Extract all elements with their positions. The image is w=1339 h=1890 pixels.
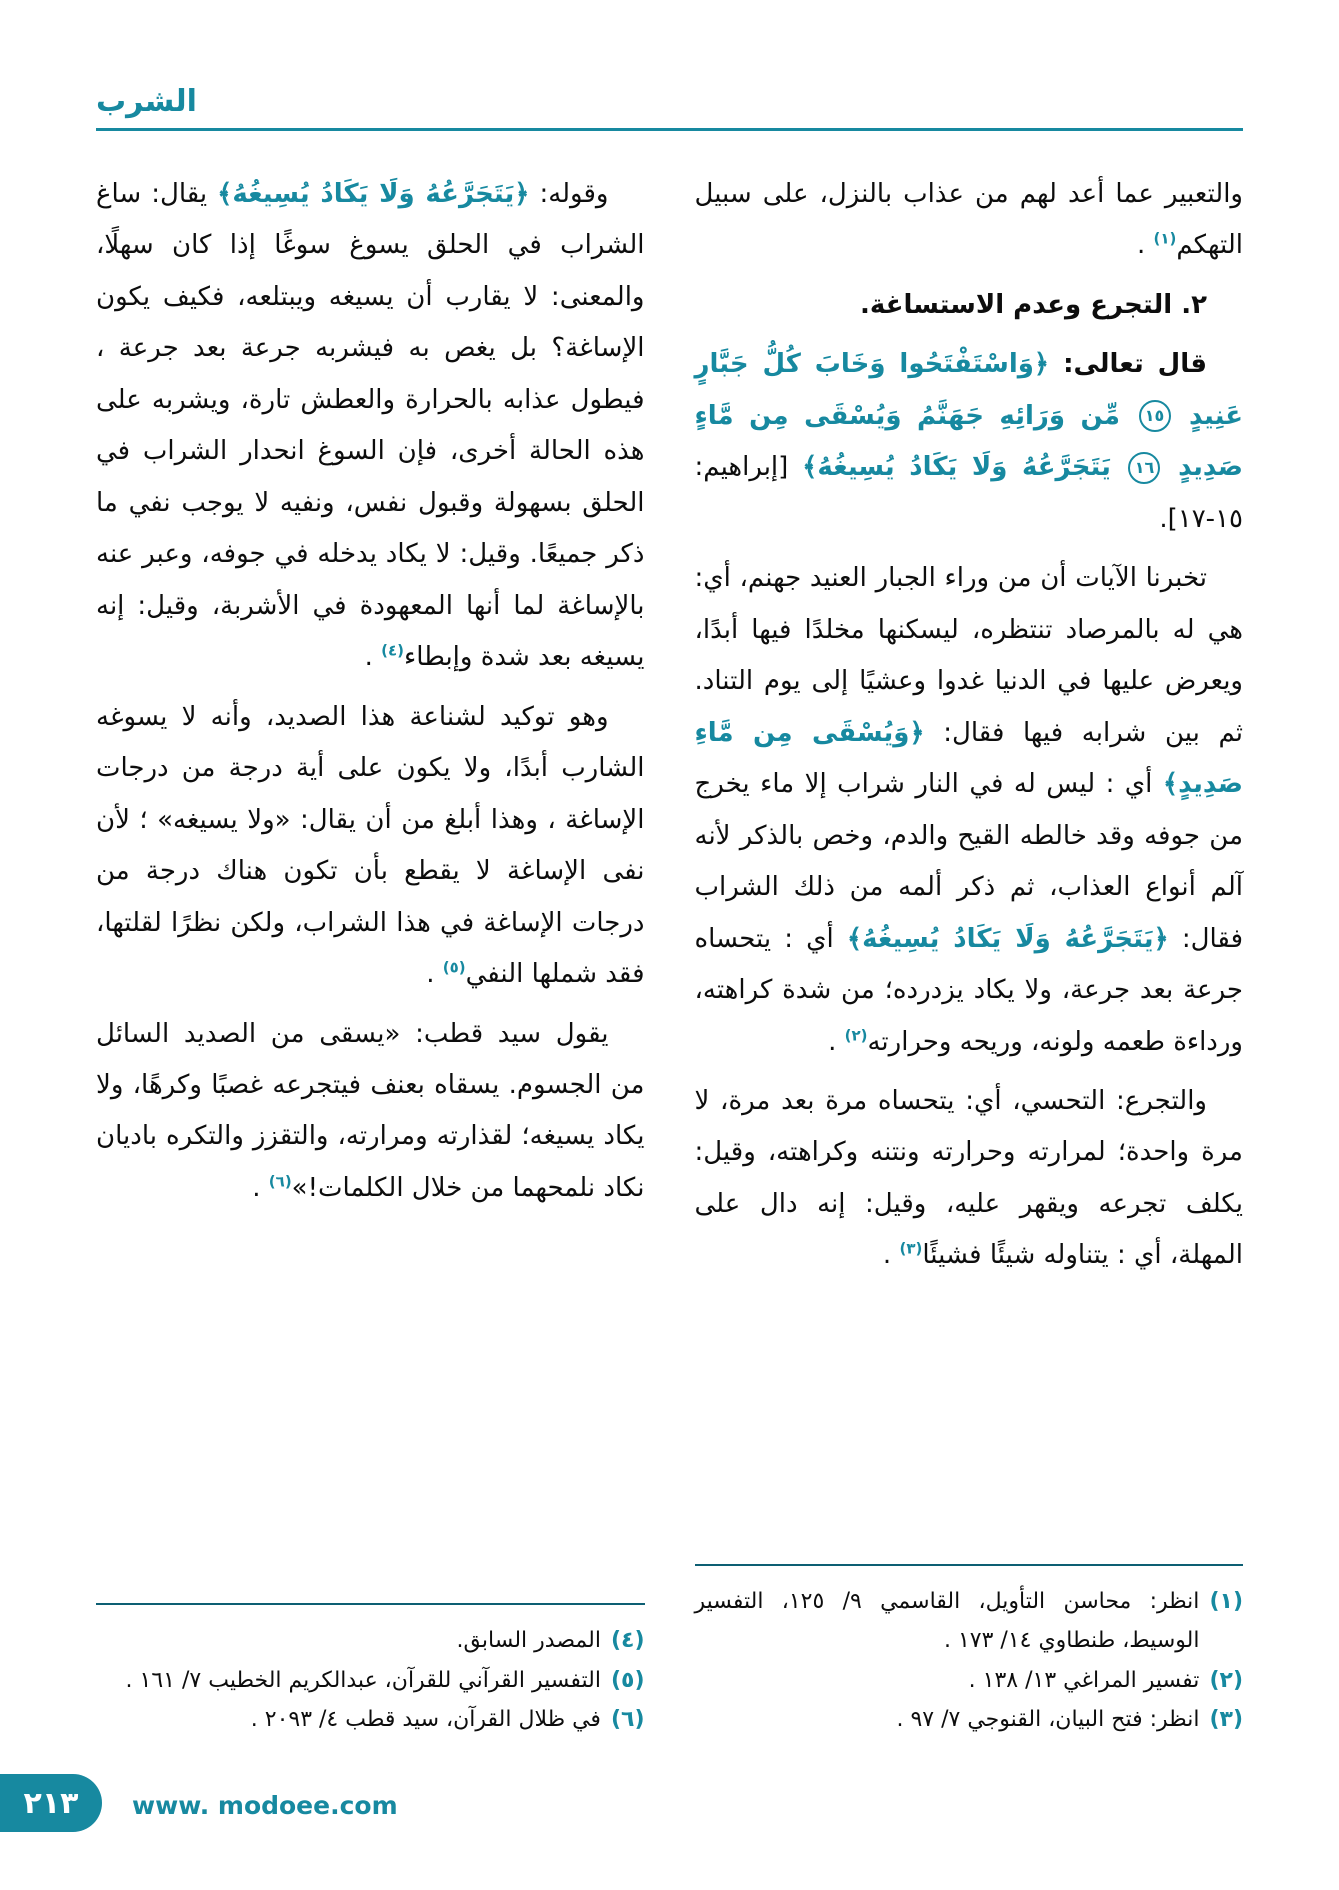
footnotes-right (695, 1564, 1244, 1740)
footnote (96, 1700, 645, 1740)
footnote-marker: (١) (1209, 1588, 1243, 1614)
body-text: وقوله: (529, 179, 609, 209)
footnote (695, 1582, 1244, 1661)
header-rule (96, 128, 1243, 131)
footnote-marker: (٢) (1209, 1667, 1243, 1693)
quran-verse: يَتَجَرَّعُهُ وَلَا يَكَادُ يُسِيغُهُ﴾ (802, 452, 1126, 483)
ayah-number: ١٦ (1128, 452, 1160, 484)
paragraph (695, 339, 1244, 545)
footnote-ref: (١) (1153, 229, 1177, 248)
body-text: يقول سيد قطب: «يسقى من الصديد السائل من الجسوم. يسقاه بعنف فيتجرعه غصبًا وكرهًا، ولا يكاد يسيغه؛ لقذارته ومرارته، والتقزز والتكره باديان نكاد نلمحهما من خلال الكلمات!» (96, 1018, 645, 1203)
heading-text: ٢. التجرع وعدم الاستساغة. (860, 289, 1207, 320)
quran-verse: ﴿وَاسْتَفْتَحُوا وَخَابَ كُلُّ جَبَّارٍ عَنِيدٍ (694, 349, 1244, 431)
column-right (695, 169, 1244, 1740)
body-text: . (426, 959, 443, 990)
body-text: أي : يتحساه جرعة بعد جرعة، ولا يكاد يزدرده؛ من شدة كراهته، ورداءة طعمه ولونه، وريحه وحرارته (694, 923, 1243, 1057)
body-text: وهو توكيد لشناعة هذا الصديد، وأنه لا يسوغه الشارب أبدًا، ولا يكون على أية درجة من درجات الإساغة ، وهذا أبلغ من أن يقال: «ولا يسيغه» ؛ لأن نفى الإساغة لا يقطع بأن تكون هناك درجة من درجات الإساغة في هذا الشراب، ولكن نظرًا لقلتها، فقد شملها النفي (96, 701, 645, 990)
section-heading (695, 280, 1244, 331)
body-text: . (882, 1240, 900, 1271)
paragraph (96, 692, 645, 1001)
running-head: الشرب (96, 84, 197, 119)
footnote (695, 1700, 1244, 1740)
page-number: ٢١٣ (23, 1785, 79, 1821)
footnote-marker: (٦) (610, 1707, 645, 1733)
footnote-ref: (٥) (442, 958, 466, 977)
quran-verse: ﴿يَتَجَرَّعُهُ وَلَا يَكَادُ يُسِيغُهُ﴾ (846, 923, 1169, 954)
quran-verse: مِّن وَرَائِهِ جَهَنَّمُ وَيُسْقَى مِن مَّاءٍ صَدِيدٍ (694, 400, 1244, 483)
quran-verse: ﴿وَيُسْقَى مِن مَّاءِ صَدِيدٍ﴾ (694, 717, 1243, 800)
footnote-text: انظر: محاسن التأويل، القاسمي ٩/ ١٢٥، التفسير الوسيط، طنطاوي ١٤/ ١٧٣ . (694, 1588, 1200, 1654)
footnote-text: تفسير المراغي ١٣/ ١٣٨ . (968, 1667, 1200, 1693)
website-link[interactable]: www. modoee.com (132, 1791, 398, 1820)
body-text: أي : ليس له في النار شراب إلا ماء يخرج من جوفه وقد خالطه القيح والدم، وخص بالذكر لأنه آلم أنواع العذاب، ثم ذكر ألمه من ذلك الشراب فقال: (694, 769, 1244, 954)
body-text: يقال: ساغ الشراب في الحلق يسوغ سوغًا إذا كان سهلًا، والمعنى: لا يقارب أن يسيغه ويبتلعه، فكيف يكون الإساغة؟ بل يغص به فيشربه جرعة بعد جرعة ، فيطول عذابه بالحرارة والعطش تارة، ويشربه على هذه الحالة أخرى، فإن السوغ انحدار الشراب في الحلق بسهولة وقبول نفس، ونفيه لا يوجب نفي ما ذكر جميعًا. وقيل: لا يكاد يدخله في جوفه، وعبر عنه بالإساغة لما أنها المعهودة في الأشربة، وقيل: إنه يسيغه بعد شدة وإبطاء (96, 179, 645, 673)
footnote-text: المصدر السابق. (456, 1628, 601, 1654)
body-text: تخبرنا الآيات أن من وراء الجبار العنيد جهنم، أي: هي له بالمرصاد تنتظره، ليسكنها مخلدًا فيها أبدًا، ويعرض عليها في الدنيا غدوا وعشيًا إلى يوم التناد. ثم بين شرابه فيها فقال: (694, 563, 1243, 748)
footnote (695, 1661, 1244, 1701)
footnote-text: في ظلال القرآن، سيد قطب ٤/ ٢٠٩٣ . (250, 1707, 601, 1733)
footnote-marker: (٤) (610, 1628, 645, 1654)
text-columns (96, 169, 1243, 1740)
body-text: . (252, 1172, 269, 1203)
paragraph (695, 1076, 1244, 1282)
paragraph (695, 169, 1244, 272)
footnote-ref: (٦) (268, 1172, 292, 1191)
column-left (96, 169, 645, 1740)
footnote-ref: (٣) (899, 1239, 923, 1258)
quran-verse: ﴿يَتَجَرَّعُهُ وَلَا يَكَادُ يُسِيغُهُ﴾ (217, 179, 530, 209)
paragraph (96, 169, 645, 684)
body-text: قال تعالى: (1049, 349, 1207, 380)
body-text: والتعبير عما أعد لهم من عذاب بالنزل، على سبيل التهكم (694, 179, 1243, 261)
body-text: . (828, 1026, 845, 1057)
body-text: . (364, 642, 382, 673)
body-text: . (1136, 230, 1154, 261)
body-text: والتجرع: التحسي، أي: يتحساه مرة بعد مرة، لا مرة واحدة؛ لمرارته وحرارته ونتنه وكراهته، وقيل: يكلف تجرعه ويقهر عليه، وقيل: إنه دال على المهلة، أي : يتناوله شيئًا فشيئًا (694, 1085, 1243, 1271)
ayah-number: ١٥ (1139, 400, 1171, 432)
verse-citation: [إبراهيم: ١٥-١٧]. (694, 452, 1243, 534)
paragraph (695, 553, 1244, 1068)
footnote-text: التفسير القرآني للقرآن، عبدالكريم الخطيب ٧/ ١٦١ . (125, 1667, 601, 1693)
footnotes-left (96, 1603, 645, 1740)
footnote (96, 1621, 645, 1661)
footnote-text: انظر: فتح البيان، القنوجي ٧/ ٩٧ . (896, 1707, 1200, 1733)
paragraph (96, 1009, 645, 1215)
footnote-marker: (٣) (1209, 1707, 1243, 1733)
page-number-tab (0, 1774, 102, 1832)
footnote-ref: (٢) (844, 1025, 868, 1044)
page-header (96, 84, 1243, 131)
footnote-marker: (٥) (610, 1667, 645, 1693)
footnote (96, 1661, 645, 1701)
footnote-ref: (٤) (381, 641, 404, 660)
